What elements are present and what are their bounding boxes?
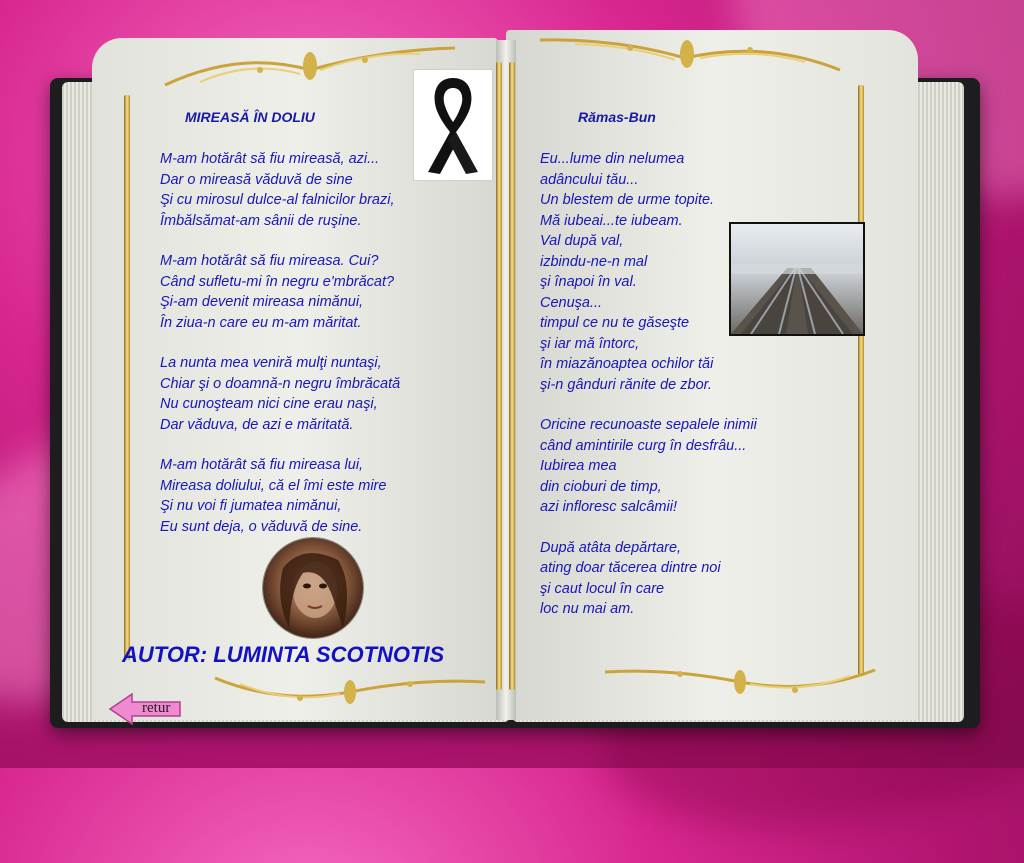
poem-line: Nu cunoşteam nici cine erau naşi, (160, 396, 378, 412)
poem-line: ating doar tăcerea dintre noi (540, 560, 721, 576)
poem-line: M-am hotărât să fiu mireasă, azi... (160, 151, 380, 167)
poem-line: Eu...lume din nelumea (540, 151, 685, 167)
poem-line: izbindu-ne-n mal (540, 253, 648, 270)
poem-line: Iubirea mea (540, 458, 617, 474)
poem-stanza (160, 149, 400, 231)
poem-line: Un blestem de urme topite. (540, 192, 715, 208)
poem-line: din cioburi de timp, (540, 478, 662, 495)
poem-line: În ziua-n care eu m-am măritat. (160, 314, 362, 331)
poem-line: Mireasa doliului, că el îmi este mire (160, 477, 387, 494)
black-ribbon-icon (414, 70, 492, 180)
railway-tracks-image (729, 222, 865, 336)
poem-line: Cenuşa... (540, 294, 603, 311)
poem-line: Dar o mireasă văduvă de sine (160, 171, 353, 188)
author-name: AUTOR: LUMINTA SCOTNOTIS (122, 642, 445, 667)
poem-line: Eu sunt deja, o văduvă de sine. (160, 518, 363, 535)
poem-line: Chiar şi o doamnă-n negru îmbrăcată (160, 375, 401, 392)
poem-line: M-am hotărât să fiu mireasa. Cui? (160, 253, 379, 269)
portrait-photo (263, 538, 363, 638)
poem-line: Şi-am devenit mireasa nimănui, (160, 294, 364, 310)
gold-border-bar (509, 62, 515, 690)
poem-line: După atâta depărtare, (540, 539, 682, 556)
poem-line: Îmbălsămat-am sânii de ruşine. (160, 212, 362, 229)
poem-line: M-am hotărât să fiu mireasa lui, (160, 457, 364, 473)
poem-line: când amintirile curg în desfrâu... (540, 437, 747, 454)
poem-title-left: MIREASĂ ÎN DOLIU (185, 109, 315, 125)
mourning-ribbon-image (413, 69, 493, 181)
poem-line: Mă iubeai...te iubeam. (540, 212, 683, 229)
poem-title-right: Rămas-Bun (578, 109, 656, 125)
poem-line: Val după val, (540, 233, 624, 249)
gold-border-bar (858, 85, 864, 675)
poem-stanza (160, 353, 400, 435)
poem-line: La nunta mea veniră mulţi nuntaşi, (160, 355, 382, 371)
poem-stanza (540, 415, 757, 518)
gold-flourish-ornament (600, 660, 880, 705)
poem-stanza (540, 149, 757, 395)
poem-line: azi infloresc salcâmii! (540, 499, 677, 515)
gold-border-bar (124, 95, 130, 660)
poem-line: Oricine recunoaste sepalele inimii (540, 417, 757, 433)
poem-right (540, 149, 757, 640)
poem-stanza (540, 538, 757, 620)
poem-line: şi iar mă întorc, (540, 335, 640, 352)
gold-flourish-ornament (210, 670, 490, 715)
poem-line: Când sufletu-mi în negru e'mbrăcat? (160, 273, 395, 290)
poem-line: şi caut locul în care (540, 580, 665, 597)
gold-flourish-ornament (535, 30, 845, 80)
poem-left (160, 149, 400, 557)
author-portrait (263, 538, 363, 638)
poem-line: în miazănoaptea ochilor tăi (540, 356, 714, 372)
poem-stanza (160, 251, 400, 333)
poem-line: loc nu mai am. (540, 601, 635, 617)
poem-line: Dar văduva, de azi e măritată. (160, 416, 354, 433)
poem-line: timpul ce nu te găseşte (540, 315, 690, 331)
poem-line: şi înapoi în val. (540, 274, 637, 290)
back-button-label[interactable]: retur (142, 700, 171, 716)
poem-line: şi-n gânduri rănite de zbor. (540, 376, 712, 393)
poem-stanza (160, 455, 400, 537)
poem-line: Şi nu voi fi jumatea nimănui, (160, 498, 342, 514)
poem-line: adâncului tău... (540, 171, 639, 188)
gold-border-bar (496, 62, 502, 690)
railway-tracks-photo (731, 224, 863, 334)
poem-line: Şi cu mirosul dulce-al falnicilor brazi, (160, 192, 395, 208)
